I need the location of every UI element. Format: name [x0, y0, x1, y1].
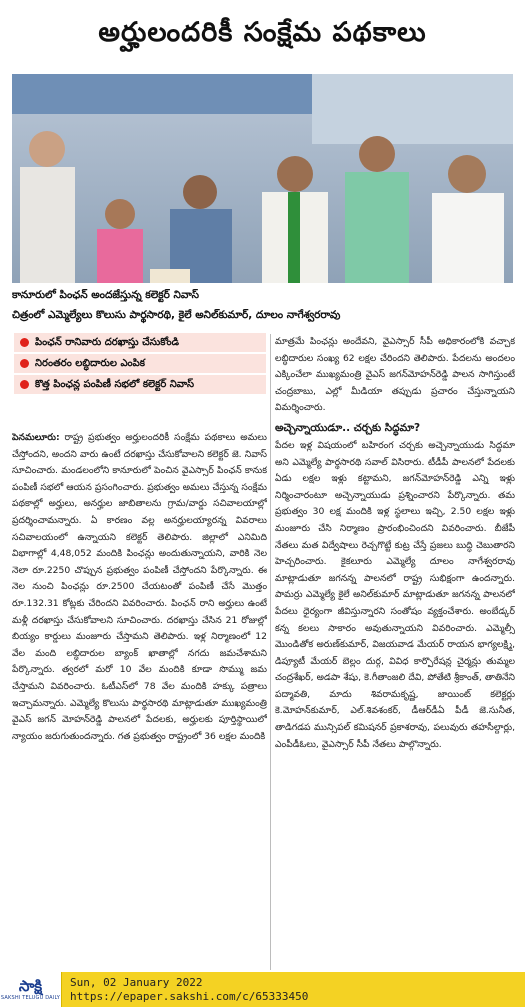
- epaper-link[interactable]: https://epaper.sakshi.com/c/65333450: [70, 989, 309, 1003]
- bullet-icon: [20, 338, 29, 347]
- photo-caption: [12, 285, 513, 329]
- highlight-item: [14, 375, 266, 394]
- logo-subtext: SAKSHI TELUGU DAILY: [0, 994, 61, 1001]
- logo-mark: సాక్షి: [18, 976, 43, 995]
- article-paragraph: పేదల ఇళ్ల విషయంలో బహిరంగ చర్చకు అచ్చెన్నాయుడు సిద్ధమా అని ఎమ్మెల్యే పార్థసారథి సవాల్ విసిరారు. టీడీపీ పాలనలో పేదలకు ఏడు లక్షల ఇళ్లు కట్టామని, జగన్‌మోహన్‌రెడ్డి ఎన్ని ఇళ్లు నిర్మించారంటూ అచ్చెన్నాయుడు ప్రశ్నించారని పేర్కొన్నారు. తమ ప్రభుత్వం 30 లక్ష మందికి ఇళ్ల స్థలాలు ఇచ్చి, 2.50 లక్షల ఇళ్లు మంజూరు చేసి నిర్మాణం ప్రారంభించిందని వివరించారు. బీజేపీ నేతలు మత విద్వేషాలు రెచ్చగొట్టే కుట్ర చేస్తే ప్రజలు బుద్ధి చెబుతారని హెచ్చరించారు. కైకలూరు ఎమ్మెల్యే దూలం నాగేశ్వరరావు మాట్లాడుతూ జగనన్న పాలనలో రాష్ట్ర సుభిక్షంగా ఉందన్నారు. పామర్రు ఎమ్మెల్యే కైలే అనిల్‌కుమార్ మాట్లాడుతూ జగనన్న పాలనలో పేదలు ధైర్యంగా జీవిస్తున్నారని సంతోషం వ్యక్తంచేశారు. అంబేడ్కర్ కన్న కలలు సాకారం అవుతున్నాయని వివరించారు. ఎమ్మెల్సీ మొండితోక అరుణ్‌కుమార్, విజయవాడ మేయర్ రాయన భాగ్యలక్ష్మి, డిప్యూటీ మేయర్ బెల్లం దుర్గ, వివిధ కార్పొరేషన్ల చైర్మన్లు తుమ్మల చంద్రశేఖర్, అడపా శేషు, కె.గీతాంజలి దేవి, పోతేటి శ్రీకాంత్, తాతినేని పద్మావతి, మాదు శివరామకృష్ణ, జాయింట్ కలెక్టర్లు కె.మోహన్‌కుమార్, ఎల్.శివశంకర్, డీఆర్‌డీఏ పీడీ జె.సునీత, తాడిగడప మున్సిపల్ కమిషనర్ ప్రకాశరావు, పలువురు తహసీల్దార్లు, ఎంపీడీఓలు, వైఎస్సార్ సీపీ నేతలు పాల్గొన్నారు.: [275, 439, 515, 750]
- highlight-text: పింఛన్ రానివారు దరఖాస్తు చేసుకోండి: [35, 337, 179, 348]
- highlights-box: [14, 333, 266, 427]
- article-column-right: [275, 334, 515, 970]
- highlight-item: [14, 354, 266, 373]
- footer-info: [62, 976, 308, 1004]
- highlight-text: కొత్త పింఛన్ల పంపిణీ సభలో కలెక్టర్ నివాస్: [35, 379, 194, 390]
- caption-line-1: కానూరులో పింఛన్ అందజేస్తున్న కలెక్టర్ నివాస్: [12, 289, 199, 301]
- column-divider: [270, 334, 271, 970]
- sakshi-logo[interactable]: [0, 972, 62, 1007]
- footer-bar: [0, 972, 525, 1007]
- highlight-text: నిరంతరం లబ్ధిదారుల ఎంపిక: [35, 358, 145, 369]
- subheading: అచ్చెన్నాయుడూ.. చర్చకు సిద్ధమా?: [275, 421, 421, 434]
- edition-date: Sun, 02 January 2022: [70, 975, 203, 989]
- bullet-icon: [20, 359, 29, 368]
- article-body-text: రాష్ట్ర ప్రభుత్వం అర్హులందరికీ సంక్షేమ పథకాలు అమలు చేస్తోందని, అందని వారు ఉంటే దరఖాస్తు చేసుకోవాలని కలెక్టర్ జె. నివాస్ సూచించారు. మండలంలోని కానూరులో పెంచిన వైఎస్సార్ పింఛన్ కానుక పంపిణీ సభలో ఆయన ప్రసంగించారు. ప్రభుత్వం అమలు చేస్తున్న సంక్షేమ పథకాల్లో అర్హులు, అనర్హుల జాబితాలను గ్రామ/వార్డు సచివాలయాల్లో ప్రదర్శించామన్నారు. ఏ కారణం వల్ల అనర్హులయ్యారన్న వివరాలు సచివాలయంలో ఉన్నాయని కలెక్టర్ తెలిపారు. జిల్లాలో ఎనిమిది విభాగాల్లో 4,48,052 మందికి పింఛన్లు అందుతున్నాయని, వారికి నెల నెలా రూ.2250 చొప్పున ప్రభుత్వం పంపిణీ చేస్తోందని పేర్కొన్నారు. ఈ నెల నుంచి పింఛన్లు రూ.2500 చేయటంతో పంపిణీ చేసే మొత్తం రూ.132.31 కోట్లకు చేరిందని వివరించారు. పింఛన్ రాని అర్హులు ఉంటే మళ్లీ దరఖాస్తు చేసుకోవాలని సూచించారు. దరఖాస్తు చేసిన 21 రోజుల్లో బియ్యం కార్డులు మంజూరు చేస్తామని తెలిపారు. ఇళ్ల నిర్మాణంలో 12 వేల మంది లబ్ధిదారుల బ్యాంక్ ఖాతాల్లో నగదు జమచేశామని పేర్కొన్నారు. త్వరలో మరో 10 వేల మందికి కూడా సొమ్ము జమ చేస్తామని వివరించారు. ఓటీఎస్‌లో 78 వేల మందికి హక్కు పత్రాలు ఇచ్చామన్నారు. ఎమ్మెల్యే కొలుసు పార్థసారథి మాట్లాడుతూ ముఖ్యమంత్రి వైఎస్ జగన్ మోహన్‌రెడ్డి పాలనలో పేదలకు, అర్హులకు పూర్తిస్థాయిలో న్యాయం జరుగుతుందన్నారు. గత ప్రభుత్వం రాష్ట్రంలో 36 లక్షల మందికి: [12, 432, 267, 742]
- article-paragraph: [12, 430, 267, 745]
- article-paragraph: మాత్రమే పింఛన్లు అందేవని, వైఎస్సార్ సీపీ అధికారంలోకి వచ్చాక లబ్ధిదారుల సంఖ్య 62 లక్షల చేరిందని తెలిపారు. పేదలను అందలం ఎక్కించేలా ముఖ్యమంత్రి వైఎస్ జగన్‌మోహన్‌రెడ్డి పాలన సాగిస్తుంటే చంద్రబాబు, ఎల్లో మీడియా తప్పుడు ప్రచారం చేస్తున్నాయని విమర్శించారు.: [275, 336, 515, 414]
- article-column-left: [12, 430, 267, 970]
- bullet-icon: [20, 380, 29, 389]
- dateline: పెనమలూరు:: [12, 432, 60, 443]
- caption-line-2: చిత్రంలో ఎమ్మెల్యేలు కొలుసు పార్థసారథి, కైలే అనిల్‌కుమార్, దూలం నాగేశ్వరరావు: [12, 309, 341, 321]
- news-photo-illustration: [12, 74, 513, 283]
- news-photo: [12, 74, 513, 283]
- highlight-item: [14, 333, 266, 352]
- article-headline: అర్హులందరికీ సంక్షేమ పథకాలు: [98, 17, 427, 48]
